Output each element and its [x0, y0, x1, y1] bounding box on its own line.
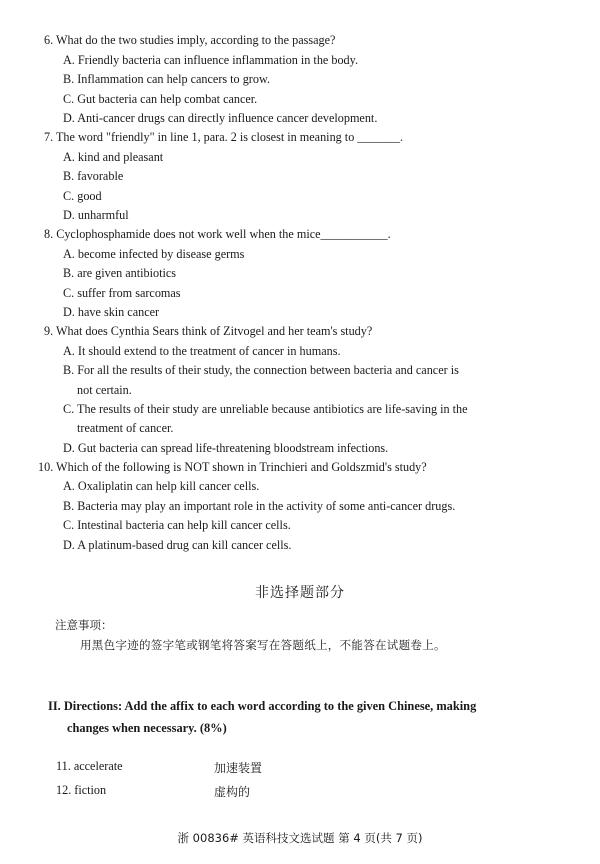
question-6-option-b: B. Inflammation can help cancers to grow. — [63, 72, 271, 86]
question-7-stem: 7. The word "friendly" in line 1, para. 2 is closest in meaning to _______. — [44, 130, 404, 144]
item-12-chinese: 虚构的 — [214, 785, 251, 799]
question-10-option-c: C. Intestinal bacteria can help kill cancer cells. — [63, 518, 291, 532]
question-7-option-a: A. kind and pleasant — [63, 150, 164, 164]
notice-label: 注意事项： — [55, 618, 113, 632]
question-6-stem: 6. What do the two studies imply, according to the passage? — [44, 33, 336, 47]
question-7-option-b: B. favorable — [63, 169, 124, 183]
question-6-option-d: D. Anti-cancer drugs can directly influence cancer development. — [63, 111, 378, 125]
question-9-option-b-cont: not certain. — [77, 383, 132, 397]
question-10-option-d: D. A platinum-based drug can kill cancer cells. — [63, 538, 292, 552]
question-9-option-b: B. For all the results of their study, the connection between bacteria and cancer is — [63, 363, 459, 377]
question-7-option-d: D. unharmful — [63, 208, 129, 222]
question-7-option-c: C. good — [63, 189, 102, 203]
question-8-stem: 8. Cyclophosphamide does not work well when the mice___________. — [44, 227, 391, 241]
directions — [48, 695, 528, 739]
directions-line-2: changes when necessary. (8%) — [67, 721, 227, 735]
section-title: 非选择题部分 — [255, 585, 345, 601]
question-9-option-a: A. It should extend to the treatment of cancer in humans. — [63, 344, 341, 358]
question-8-option-d: D. have skin cancer — [63, 305, 160, 319]
notice-text: 用黑色字迹的签字笔或钢笔将答案写在答题纸上，不能答在试题卷上。 — [80, 638, 446, 652]
item-11-chinese: 加速装置 — [214, 761, 263, 775]
question-10-stem: 10. Which of the following is NOT shown in Trinchieri and Goldszmid's study? — [38, 460, 427, 474]
question-9-stem: 9. What does Cynthia Sears think of Zitvogel and her team's study? — [44, 324, 373, 338]
question-10-option-a: A. Oxaliplatin can help kill cancer cells. — [63, 479, 260, 493]
directions-line-1: II. Directions: Add the affix to each word according to the given Chinese, making — [48, 699, 477, 713]
question-9-option-c-cont: treatment of cancer. — [77, 421, 174, 435]
question-8-option-c: C. suffer from sarcomas — [63, 286, 181, 300]
item-12-word: 12. fiction — [56, 783, 107, 797]
question-8-option-a: A. become infected by disease germs — [63, 247, 245, 261]
question-9-option-c: C. The results of their study are unreliable because antibiotics are life-saving in the — [63, 402, 468, 416]
question-8-option-b: B. are given antibiotics — [63, 266, 177, 280]
item-11-word: 11. accelerate — [56, 759, 123, 773]
question-6-option-c: C. Gut bacteria can help combat cancer. — [63, 92, 258, 106]
question-10-option-b: B. Bacteria may play an important role in the activity of some anti-cancer drugs. — [63, 499, 456, 513]
question-9-option-d: D. Gut bacteria can spread life-threatening bloodstream infections. — [63, 441, 389, 455]
question-6-option-a: A. Friendly bacteria can influence inflammation in the body. — [63, 53, 358, 67]
page-footer: 浙 00836# 英语科技文选试题 第 4 页(共 7 页) — [177, 831, 423, 845]
